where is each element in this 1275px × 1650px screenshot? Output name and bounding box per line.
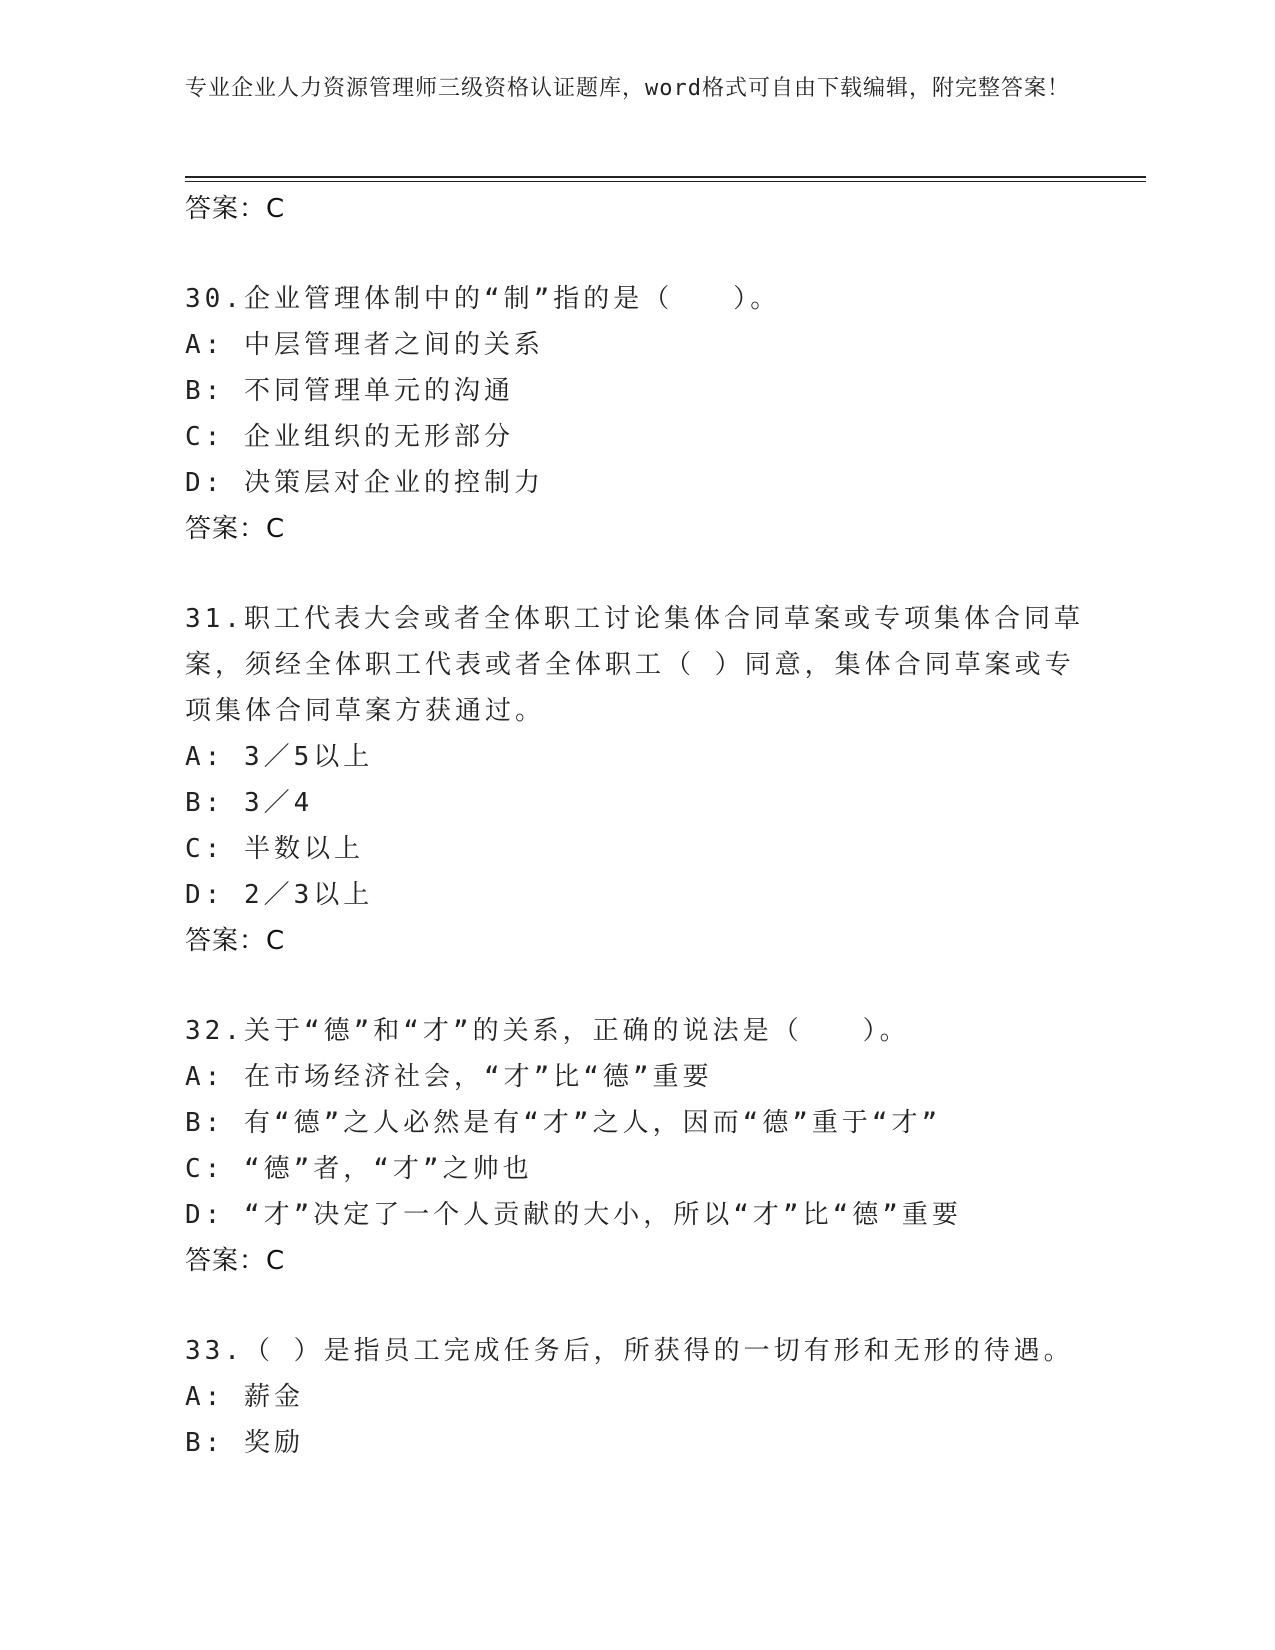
option-b: B: 3／4	[185, 788, 314, 818]
question-31	[185, 596, 1085, 964]
option-c: C: “德”者，“才”之帅也	[185, 1154, 533, 1184]
option-c: C: 半数以上	[185, 834, 364, 864]
option-a: A: 薪金	[185, 1382, 304, 1412]
answer-line: 答案：C	[185, 194, 286, 224]
question-32	[185, 1008, 1085, 1284]
option-a: A: 中层管理者之间的关系	[185, 330, 544, 360]
question-stem: 30.企业管理体制中的“制”指的是（ ）。	[185, 284, 781, 314]
option-d: D: 2／3以上	[185, 880, 374, 910]
option-b: B: 不同管理单元的沟通	[185, 376, 514, 406]
answer-line: 答案：C	[185, 514, 286, 544]
option-c: C: 企业组织的无形部分	[185, 422, 514, 452]
option-d: D: “才”决定了一个人贡献的大小，所以“才”比“德”重要	[185, 1200, 962, 1230]
option-b: B: 奖励	[185, 1428, 304, 1458]
question-stem: 32.关于“德”和“才”的关系，正确的说法是（ ）。	[185, 1016, 910, 1046]
header-rule-thin	[185, 181, 1146, 182]
question-list	[185, 186, 1085, 1510]
question-33	[185, 1328, 1085, 1466]
option-d: D: 决策层对企业的控制力	[185, 468, 544, 498]
answer-line: 答案：C	[185, 926, 286, 956]
answer-line: 答案：C	[185, 1246, 286, 1276]
header-note: 专业企业人力资源管理师三级资格认证题库，word格式可自由下载编辑，附完整答案！	[185, 76, 1070, 101]
option-b: B: 有“德”之人必然是有“才”之人，因而“德”重于“才”	[185, 1108, 942, 1138]
question-30	[185, 276, 1085, 552]
question-stem: 33.（ ）是指员工完成任务后，所获得的一切有形和无形的待遇。	[185, 1336, 1074, 1366]
option-a: A: 3／5以上	[185, 742, 374, 772]
header-rule	[185, 176, 1146, 178]
option-a: A: 在市场经济社会，“才”比“德”重要	[185, 1062, 713, 1092]
question-stem: 31.职工代表大会或者全体职工讨论集体合同草案或专项集体合同草案，须经全体职工代表或者全体职工（ ）同意，集体合同草案或专项集体合同草案方获通过。	[185, 604, 1084, 726]
